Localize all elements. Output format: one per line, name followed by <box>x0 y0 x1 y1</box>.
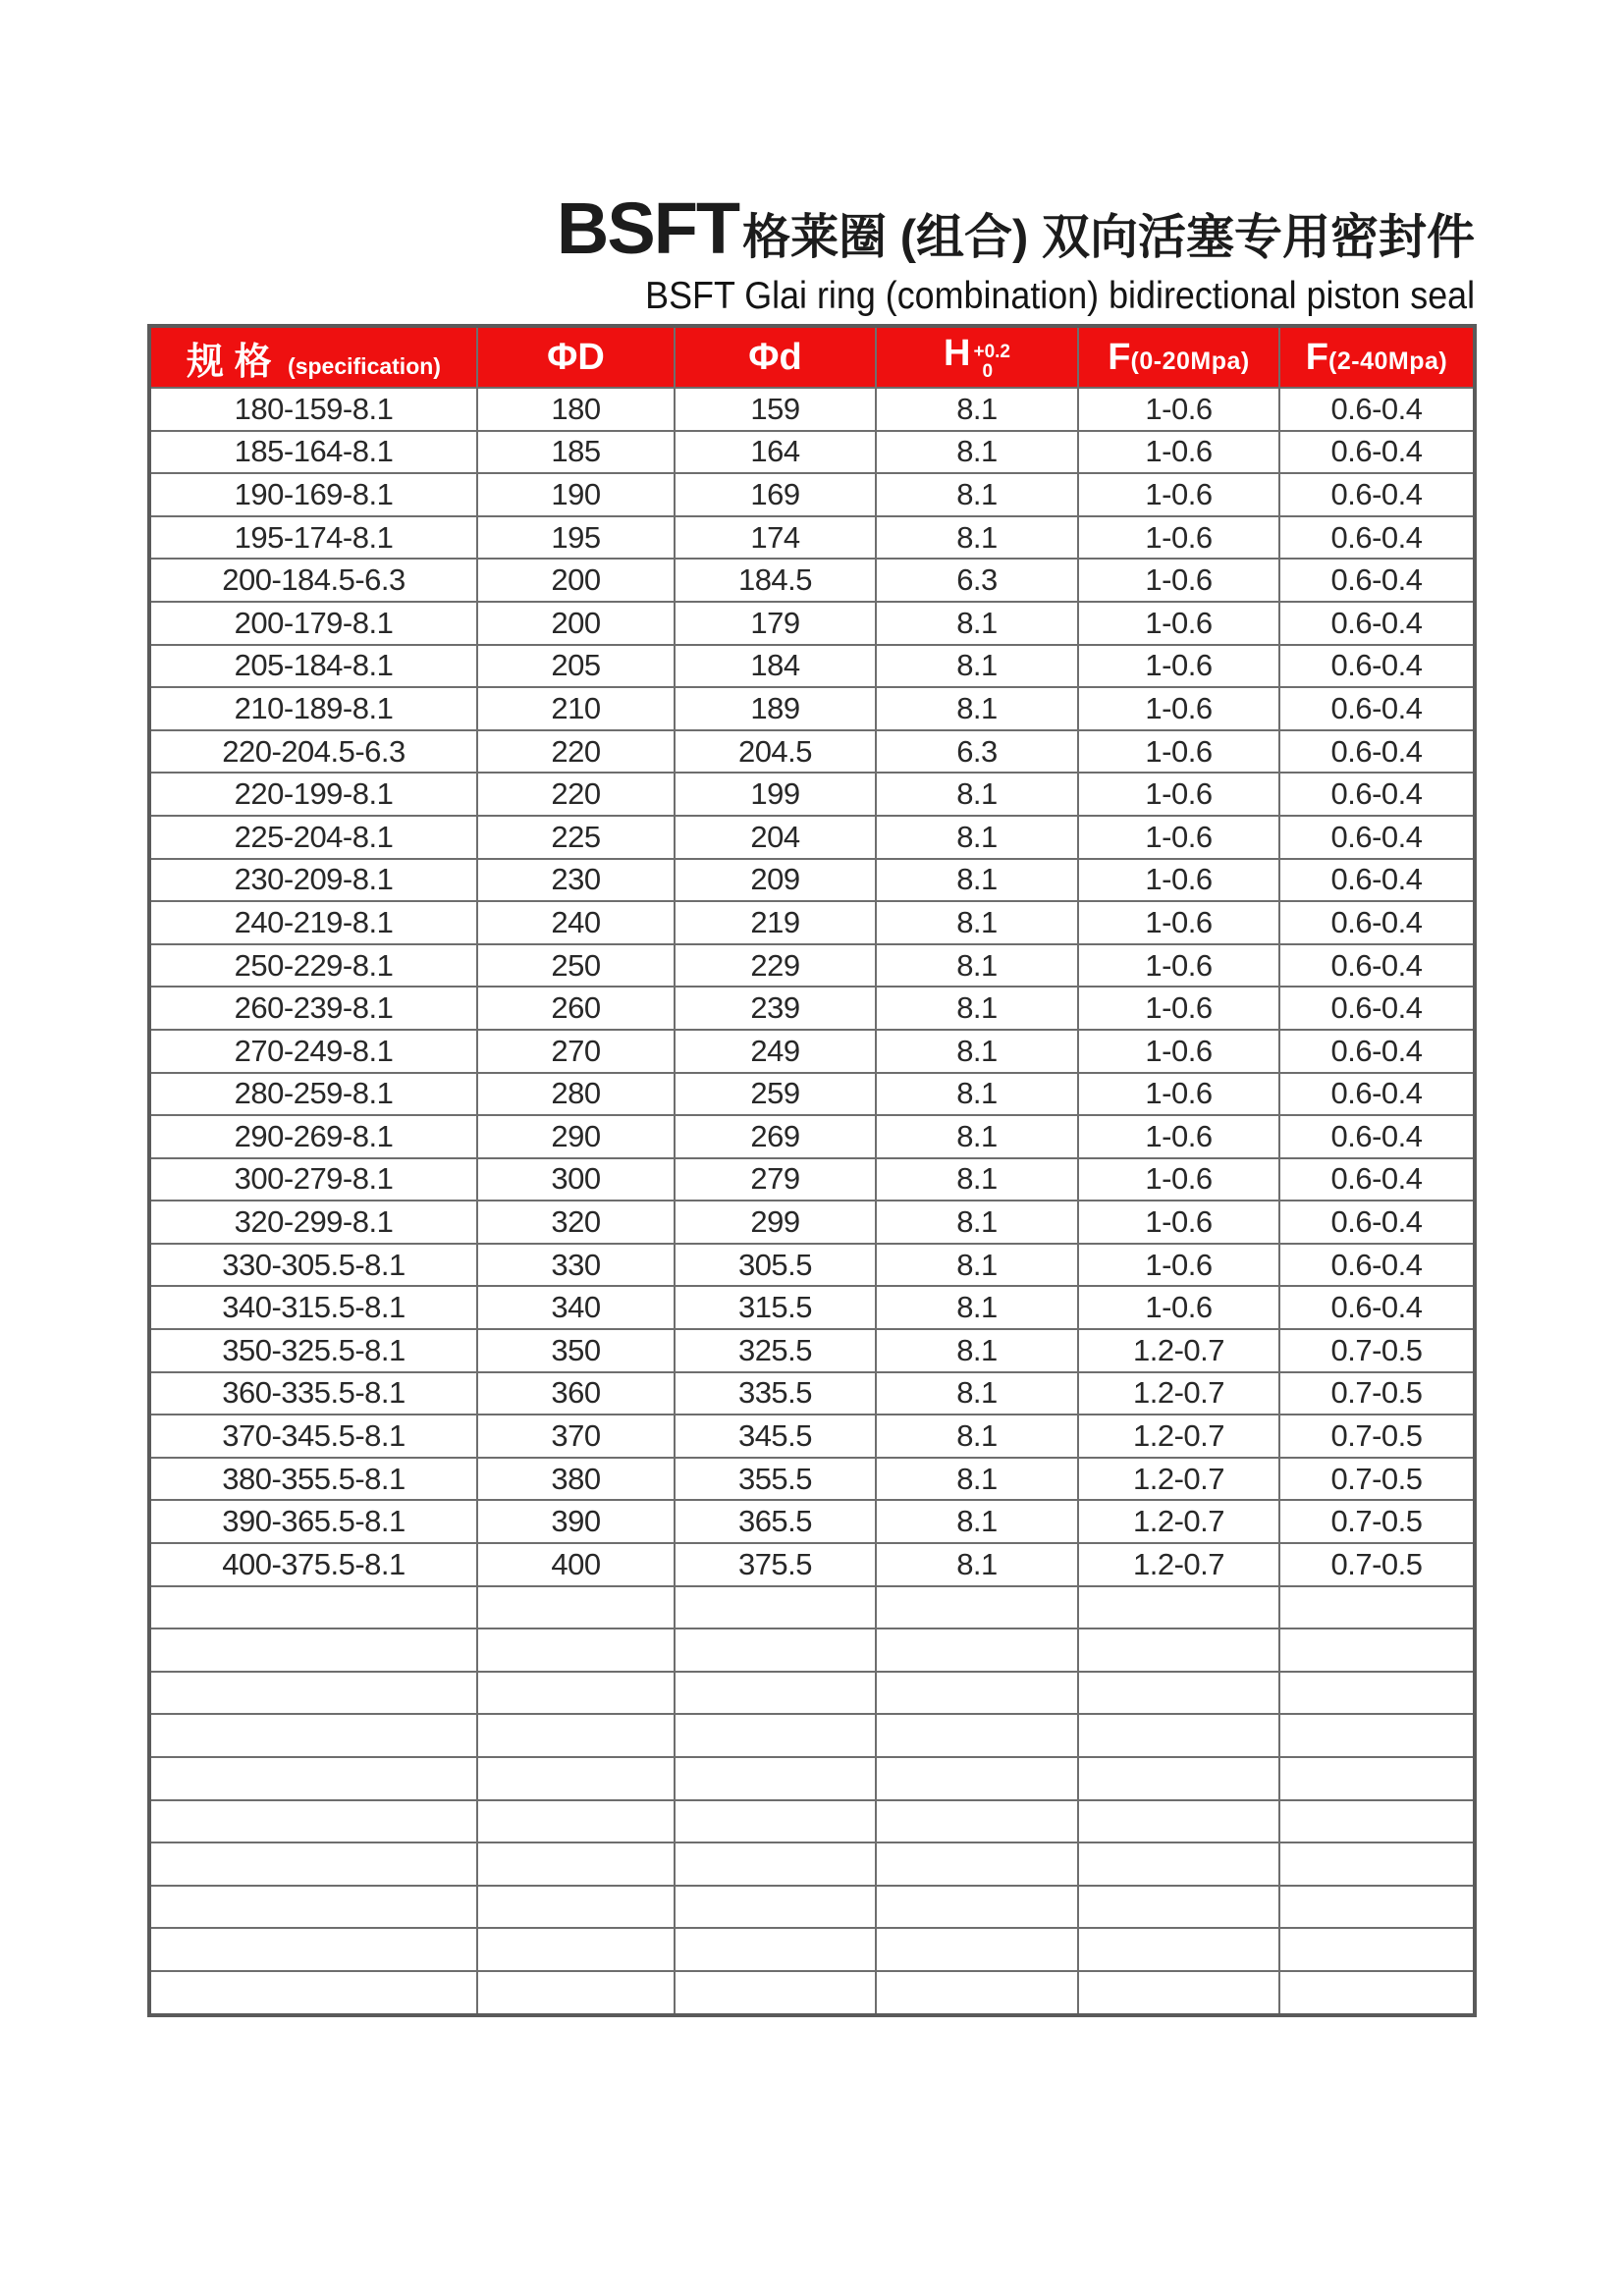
page-title <box>556 187 1475 269</box>
table-row <box>149 1372 1475 1415</box>
phi-d-label: Φd <box>748 336 802 378</box>
tolerance-lower: 0 <box>982 361 994 382</box>
cell-spec: 195-174-8.1 <box>149 516 477 560</box>
empty-table-row <box>149 1842 1475 1886</box>
cell-phi-D: 185 <box>477 431 675 474</box>
table-row <box>149 1201 1475 1244</box>
f-high-range: (2-40Mpa) <box>1328 347 1448 375</box>
cell-spec <box>149 1672 477 1715</box>
height-label: H <box>944 333 971 375</box>
cell-phi-D: 360 <box>477 1372 675 1415</box>
phi-D-label: ΦD <box>547 336 605 378</box>
cell-phi-D: 270 <box>477 1030 675 1073</box>
cell-spec <box>149 1757 477 1800</box>
title-english-subtitle: BSFT Glai ring (combination) bidirectional piston seal <box>645 275 1475 317</box>
cell-phi-D: 205 <box>477 645 675 688</box>
cell-f-high: 0.6-0.4 <box>1279 473 1475 516</box>
empty-table-row <box>149 1714 1475 1757</box>
cell-f-high: 0.6-0.4 <box>1279 1244 1475 1287</box>
empty-table-row <box>149 1757 1475 1800</box>
cell-f-high <box>1279 1714 1475 1757</box>
cell-spec <box>149 1714 477 1757</box>
cell-phi-d: 305.5 <box>675 1244 876 1287</box>
table-row <box>149 816 1475 859</box>
col-header-height <box>876 326 1078 388</box>
cell-spec: 205-184-8.1 <box>149 645 477 688</box>
cell-f-low: 1-0.6 <box>1078 687 1279 730</box>
cell-f-low: 1-0.6 <box>1078 431 1279 474</box>
cell-f-low: 1-0.6 <box>1078 388 1279 431</box>
empty-table-row <box>149 1672 1475 1715</box>
cell-phi-D: 290 <box>477 1115 675 1158</box>
cell-f-high: 0.7-0.5 <box>1279 1500 1475 1543</box>
cell-height: 8.1 <box>876 1244 1078 1287</box>
cell-f-low: 1.2-0.7 <box>1078 1329 1279 1372</box>
cell-spec: 260-239-8.1 <box>149 987 477 1030</box>
cell-spec <box>149 1800 477 1843</box>
cell-f-low: 1-0.6 <box>1078 773 1279 816</box>
table-row <box>149 730 1475 774</box>
empty-table-row <box>149 1800 1475 1843</box>
cell-phi-D: 370 <box>477 1415 675 1458</box>
cell-f-low <box>1078 1886 1279 1929</box>
cell-spec: 220-199-8.1 <box>149 773 477 816</box>
cell-phi-D <box>477 1586 675 1629</box>
cell-phi-d: 229 <box>675 944 876 988</box>
table-row <box>149 1329 1475 1372</box>
table-header <box>149 326 1475 388</box>
cell-f-low: 1-0.6 <box>1078 901 1279 944</box>
cell-phi-d: 204.5 <box>675 730 876 774</box>
cell-spec: 340-315.5-8.1 <box>149 1286 477 1329</box>
cell-phi-d: 335.5 <box>675 1372 876 1415</box>
cell-phi-d: 299 <box>675 1201 876 1244</box>
cell-f-low <box>1078 1842 1279 1886</box>
cell-f-high: 0.6-0.4 <box>1279 1158 1475 1201</box>
col-header-f-low <box>1078 326 1279 388</box>
cell-phi-d: 269 <box>675 1115 876 1158</box>
cell-height <box>876 1672 1078 1715</box>
cell-height: 8.1 <box>876 944 1078 988</box>
cell-f-high <box>1279 1586 1475 1629</box>
cell-phi-d: 315.5 <box>675 1286 876 1329</box>
cell-height <box>876 1800 1078 1843</box>
cell-spec: 330-305.5-8.1 <box>149 1244 477 1287</box>
cell-spec <box>149 1629 477 1672</box>
table-row <box>149 645 1475 688</box>
cell-spec <box>149 1886 477 1929</box>
cell-height: 8.1 <box>876 473 1078 516</box>
table-row <box>149 602 1475 645</box>
cell-f-low: 1-0.6 <box>1078 1286 1279 1329</box>
table-row <box>149 1115 1475 1158</box>
cell-phi-d: 179 <box>675 602 876 645</box>
cell-height <box>876 1886 1078 1929</box>
cell-spec: 185-164-8.1 <box>149 431 477 474</box>
cell-f-low <box>1078 1629 1279 1672</box>
cell-f-high: 0.6-0.4 <box>1279 559 1475 602</box>
cell-f-low: 1.2-0.7 <box>1078 1458 1279 1501</box>
cell-f-low: 1.2-0.7 <box>1078 1543 1279 1586</box>
empty-table-row <box>149 1928 1475 1971</box>
table-row <box>149 1286 1475 1329</box>
empty-table-row <box>149 1886 1475 1929</box>
cell-phi-D: 200 <box>477 602 675 645</box>
cell-phi-d: 219 <box>675 901 876 944</box>
table-row <box>149 901 1475 944</box>
cell-f-high: 0.6-0.4 <box>1279 1286 1475 1329</box>
cell-phi-D <box>477 1629 675 1672</box>
cell-f-high <box>1279 1886 1475 1929</box>
cell-f-high <box>1279 1971 1475 2015</box>
cell-spec: 270-249-8.1 <box>149 1030 477 1073</box>
cell-phi-D: 280 <box>477 1073 675 1116</box>
cell-height: 6.3 <box>876 730 1078 774</box>
cell-f-high: 0.7-0.5 <box>1279 1543 1475 1586</box>
cell-phi-d: 279 <box>675 1158 876 1201</box>
cell-phi-d <box>675 1757 876 1800</box>
cell-f-low: 1-0.6 <box>1078 944 1279 988</box>
cell-f-high: 0.6-0.4 <box>1279 816 1475 859</box>
cell-height: 8.1 <box>876 687 1078 730</box>
cell-phi-d <box>675 1714 876 1757</box>
cell-height: 8.1 <box>876 1329 1078 1372</box>
cell-spec: 220-204.5-6.3 <box>149 730 477 774</box>
cell-f-high: 0.6-0.4 <box>1279 431 1475 474</box>
empty-table-row <box>149 1586 1475 1629</box>
f-high-label: F <box>1305 336 1329 378</box>
cell-spec <box>149 1928 477 1971</box>
cell-height: 8.1 <box>876 1415 1078 1458</box>
cell-f-low: 1-0.6 <box>1078 1201 1279 1244</box>
cell-phi-d: 249 <box>675 1030 876 1073</box>
cell-height: 8.1 <box>876 645 1078 688</box>
cell-phi-D: 200 <box>477 559 675 602</box>
table-body <box>149 388 1475 2015</box>
cell-phi-D <box>477 1672 675 1715</box>
cell-phi-d: 355.5 <box>675 1458 876 1501</box>
cell-phi-D <box>477 1928 675 1971</box>
cell-spec: 250-229-8.1 <box>149 944 477 988</box>
cell-spec: 210-189-8.1 <box>149 687 477 730</box>
cell-f-high: 0.7-0.5 <box>1279 1372 1475 1415</box>
table-row <box>149 944 1475 988</box>
empty-table-row <box>149 1629 1475 1672</box>
cell-spec: 290-269-8.1 <box>149 1115 477 1158</box>
cell-spec: 300-279-8.1 <box>149 1158 477 1201</box>
cell-phi-D: 300 <box>477 1158 675 1201</box>
cell-f-high <box>1279 1842 1475 1886</box>
brand-text: BSFT <box>556 187 739 269</box>
cell-f-high: 0.7-0.5 <box>1279 1329 1475 1372</box>
cell-f-high: 0.6-0.4 <box>1279 388 1475 431</box>
table-row <box>149 1030 1475 1073</box>
table-row <box>149 1458 1475 1501</box>
cell-height: 8.1 <box>876 1458 1078 1501</box>
cell-phi-d: 169 <box>675 473 876 516</box>
cell-height: 8.1 <box>876 1543 1078 1586</box>
cell-phi-d: 164 <box>675 431 876 474</box>
cell-f-low: 1-0.6 <box>1078 516 1279 560</box>
cell-phi-D <box>477 1886 675 1929</box>
cell-f-high: 0.6-0.4 <box>1279 944 1475 988</box>
cell-spec <box>149 1842 477 1886</box>
cell-f-low: 1-0.6 <box>1078 559 1279 602</box>
cell-phi-d: 365.5 <box>675 1500 876 1543</box>
table-row <box>149 1415 1475 1458</box>
cell-height: 8.1 <box>876 1115 1078 1158</box>
col-header-f-high <box>1279 326 1475 388</box>
cell-spec <box>149 1586 477 1629</box>
table-row <box>149 687 1475 730</box>
cell-spec: 190-169-8.1 <box>149 473 477 516</box>
table-row <box>149 987 1475 1030</box>
cell-f-low <box>1078 1800 1279 1843</box>
cell-f-high: 0.6-0.4 <box>1279 859 1475 902</box>
cell-spec: 400-375.5-8.1 <box>149 1543 477 1586</box>
cell-phi-D: 400 <box>477 1543 675 1586</box>
table-row <box>149 1500 1475 1543</box>
cell-f-low: 1-0.6 <box>1078 987 1279 1030</box>
cell-f-low: 1.2-0.7 <box>1078 1415 1279 1458</box>
cell-spec <box>149 1971 477 2015</box>
cell-height: 6.3 <box>876 559 1078 602</box>
cell-f-high <box>1279 1629 1475 1672</box>
cell-spec: 280-259-8.1 <box>149 1073 477 1116</box>
height-tolerance <box>973 343 1010 382</box>
cell-f-low <box>1078 1714 1279 1757</box>
cell-height: 8.1 <box>876 773 1078 816</box>
cell-phi-d <box>675 1629 876 1672</box>
cell-f-low: 1-0.6 <box>1078 816 1279 859</box>
cell-phi-d <box>675 1928 876 1971</box>
cell-phi-d <box>675 1842 876 1886</box>
cell-phi-d <box>675 1971 876 2015</box>
cell-height: 8.1 <box>876 1201 1078 1244</box>
cell-spec: 370-345.5-8.1 <box>149 1415 477 1458</box>
cell-phi-d: 199 <box>675 773 876 816</box>
cell-f-high <box>1279 1800 1475 1843</box>
cell-height: 8.1 <box>876 1286 1078 1329</box>
col-header-phi-d <box>675 326 876 388</box>
cell-f-high: 0.7-0.5 <box>1279 1415 1475 1458</box>
cell-f-low <box>1078 1971 1279 2015</box>
table-row <box>149 559 1475 602</box>
cell-phi-D <box>477 1714 675 1757</box>
table-header-row <box>149 326 1475 388</box>
title-block <box>556 187 1475 317</box>
cell-f-high: 0.6-0.4 <box>1279 901 1475 944</box>
cell-phi-d: 174 <box>675 516 876 560</box>
cell-f-high: 0.6-0.4 <box>1279 987 1475 1030</box>
title-chinese: 格莱圈 (组合) 双向活塞专用密封件 <box>742 211 1475 264</box>
cell-height <box>876 1757 1078 1800</box>
table-row <box>149 516 1475 560</box>
cell-spec: 390-365.5-8.1 <box>149 1500 477 1543</box>
cell-f-low: 1-0.6 <box>1078 1244 1279 1287</box>
cell-phi-D: 260 <box>477 987 675 1030</box>
cell-phi-D: 350 <box>477 1329 675 1372</box>
cell-f-low <box>1078 1928 1279 1971</box>
cell-spec: 380-355.5-8.1 <box>149 1458 477 1501</box>
cell-phi-D <box>477 1842 675 1886</box>
cell-phi-D: 195 <box>477 516 675 560</box>
cell-phi-D: 320 <box>477 1201 675 1244</box>
cell-f-low: 1-0.6 <box>1078 473 1279 516</box>
cell-height: 8.1 <box>876 816 1078 859</box>
table-row <box>149 859 1475 902</box>
cell-phi-d: 325.5 <box>675 1329 876 1372</box>
cell-height: 8.1 <box>876 388 1078 431</box>
cell-phi-d: 375.5 <box>675 1543 876 1586</box>
table-row <box>149 431 1475 474</box>
cell-height: 8.1 <box>876 516 1078 560</box>
cell-phi-d <box>675 1800 876 1843</box>
cell-phi-d: 209 <box>675 859 876 902</box>
cell-phi-D: 190 <box>477 473 675 516</box>
f-low-label: F <box>1108 336 1131 378</box>
table-row <box>149 773 1475 816</box>
cell-height: 8.1 <box>876 1372 1078 1415</box>
cell-f-high: 0.6-0.4 <box>1279 1115 1475 1158</box>
cell-height: 8.1 <box>876 1158 1078 1201</box>
cell-phi-D: 240 <box>477 901 675 944</box>
cell-phi-d: 204 <box>675 816 876 859</box>
cell-phi-d <box>675 1672 876 1715</box>
cell-f-low: 1-0.6 <box>1078 1158 1279 1201</box>
tolerance-upper: +0.2 <box>973 342 1010 363</box>
cell-height: 8.1 <box>876 1073 1078 1116</box>
cell-phi-d: 159 <box>675 388 876 431</box>
cell-spec: 360-335.5-8.1 <box>149 1372 477 1415</box>
cell-phi-d: 259 <box>675 1073 876 1116</box>
cell-f-high <box>1279 1672 1475 1715</box>
cell-phi-D: 230 <box>477 859 675 902</box>
spec-note: (specification) <box>288 352 441 379</box>
cell-phi-d <box>675 1886 876 1929</box>
cell-phi-D: 220 <box>477 730 675 774</box>
cell-f-low: 1-0.6 <box>1078 859 1279 902</box>
cell-phi-D: 340 <box>477 1286 675 1329</box>
cell-phi-d <box>675 1586 876 1629</box>
cell-f-high <box>1279 1928 1475 1971</box>
cell-phi-D: 225 <box>477 816 675 859</box>
cell-f-low: 1-0.6 <box>1078 730 1279 774</box>
cell-phi-D <box>477 1757 675 1800</box>
cell-phi-d: 184 <box>675 645 876 688</box>
table-row <box>149 1158 1475 1201</box>
cell-phi-D <box>477 1971 675 2015</box>
cell-phi-D: 390 <box>477 1500 675 1543</box>
cell-f-low: 1.2-0.7 <box>1078 1500 1279 1543</box>
col-header-phi-D <box>477 326 675 388</box>
cell-height: 8.1 <box>876 1030 1078 1073</box>
col-header-spec <box>149 326 477 388</box>
cell-phi-D: 180 <box>477 388 675 431</box>
cell-f-low: 1.2-0.7 <box>1078 1372 1279 1415</box>
cell-spec: 180-159-8.1 <box>149 388 477 431</box>
cell-phi-D: 330 <box>477 1244 675 1287</box>
cell-height <box>876 1971 1078 2015</box>
cell-spec: 350-325.5-8.1 <box>149 1329 477 1372</box>
f-low-range: (0-20Mpa) <box>1130 347 1250 375</box>
cell-f-low: 1-0.6 <box>1078 1115 1279 1158</box>
cell-spec: 200-184.5-6.3 <box>149 559 477 602</box>
cell-f-low: 1-0.6 <box>1078 1030 1279 1073</box>
cell-height: 8.1 <box>876 901 1078 944</box>
cell-phi-d: 184.5 <box>675 559 876 602</box>
table-row <box>149 1073 1475 1116</box>
cell-phi-D <box>477 1800 675 1843</box>
cell-f-low <box>1078 1757 1279 1800</box>
cell-phi-d: 189 <box>675 687 876 730</box>
cell-height: 8.1 <box>876 602 1078 645</box>
cell-height <box>876 1714 1078 1757</box>
empty-table-row <box>149 1971 1475 2015</box>
cell-height <box>876 1586 1078 1629</box>
table-row <box>149 1244 1475 1287</box>
cell-f-high: 0.6-0.4 <box>1279 730 1475 774</box>
cell-f-high: 0.6-0.4 <box>1279 602 1475 645</box>
cell-f-high: 0.6-0.4 <box>1279 645 1475 688</box>
cell-f-high <box>1279 1757 1475 1800</box>
table-row <box>149 473 1475 516</box>
spec-label: 规 格 <box>187 341 272 383</box>
cell-f-low: 1-0.6 <box>1078 1073 1279 1116</box>
cell-height: 8.1 <box>876 431 1078 474</box>
table-row <box>149 1543 1475 1586</box>
cell-spec: 225-204-8.1 <box>149 816 477 859</box>
cell-spec: 200-179-8.1 <box>149 602 477 645</box>
cell-spec: 240-219-8.1 <box>149 901 477 944</box>
cell-f-high: 0.6-0.4 <box>1279 1201 1475 1244</box>
cell-f-high: 0.6-0.4 <box>1279 773 1475 816</box>
cell-height <box>876 1842 1078 1886</box>
cell-spec: 320-299-8.1 <box>149 1201 477 1244</box>
cell-phi-D: 210 <box>477 687 675 730</box>
cell-phi-D: 220 <box>477 773 675 816</box>
cell-phi-d: 239 <box>675 987 876 1030</box>
cell-phi-d: 345.5 <box>675 1415 876 1458</box>
spec-table <box>147 324 1477 2017</box>
cell-phi-D: 250 <box>477 944 675 988</box>
cell-height: 8.1 <box>876 859 1078 902</box>
cell-f-low <box>1078 1672 1279 1715</box>
cell-height: 8.1 <box>876 1500 1078 1543</box>
cell-f-high: 0.6-0.4 <box>1279 687 1475 730</box>
cell-phi-D: 380 <box>477 1458 675 1501</box>
cell-f-low: 1-0.6 <box>1078 602 1279 645</box>
table-row <box>149 388 1475 431</box>
cell-f-high: 0.6-0.4 <box>1279 1073 1475 1116</box>
cell-f-high: 0.7-0.5 <box>1279 1458 1475 1501</box>
cell-spec: 230-209-8.1 <box>149 859 477 902</box>
cell-f-high: 0.6-0.4 <box>1279 516 1475 560</box>
cell-height <box>876 1629 1078 1672</box>
cell-f-low: 1-0.6 <box>1078 645 1279 688</box>
cell-f-low <box>1078 1586 1279 1629</box>
cell-height: 8.1 <box>876 987 1078 1030</box>
cell-f-high: 0.6-0.4 <box>1279 1030 1475 1073</box>
cell-height <box>876 1928 1078 1971</box>
